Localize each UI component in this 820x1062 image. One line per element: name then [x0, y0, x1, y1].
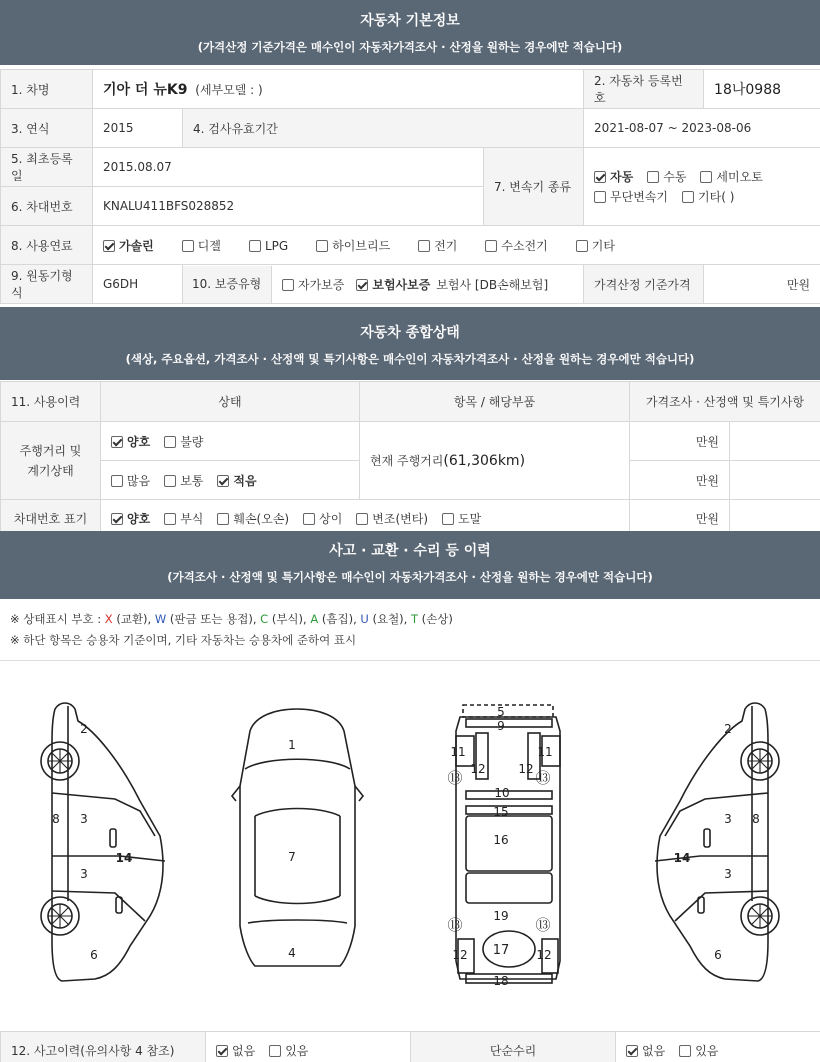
part-label-6r: 6 — [714, 948, 722, 962]
legend-w: W — [154, 612, 167, 626]
checkbox-icon — [356, 279, 368, 291]
first-reg-value: 2015.08.07 — [93, 148, 484, 187]
checkbox-icon — [679, 1045, 691, 1057]
part-label-7: 7 — [288, 850, 296, 864]
engine-label: 9. 원동기형식 — [1, 265, 93, 304]
part-label-13b: ⑬ — [535, 769, 551, 787]
car-name-cell — [93, 70, 584, 109]
part-label-12d: 12 — [536, 948, 552, 962]
checkbox-icon — [282, 279, 294, 291]
part-label-8r: 8 — [752, 812, 760, 826]
checkbox-icon — [418, 240, 430, 252]
part-label-10: 10 — [494, 786, 510, 800]
part-label-3c: 3 — [724, 812, 732, 826]
mileage-normal[interactable]: 보통 — [164, 472, 203, 489]
trans-manual[interactable]: 수동 — [647, 167, 686, 187]
legend-note: ※ 상태표시 부호 : X (교환), W (판금 또는 용접), C (부식), A (흠집), U (요철), T (손상) — [10, 612, 453, 626]
checkbox-icon — [111, 475, 123, 487]
year-label: 3. 연식 — [1, 109, 93, 148]
engine-value: G6DH — [93, 265, 183, 304]
checkbox-icon — [647, 171, 659, 183]
part-label-11a: 11 — [450, 745, 466, 759]
checkbox-icon — [356, 513, 368, 525]
price-label: 가격산정 기준가격 — [584, 265, 704, 304]
trans-other[interactable]: 기타( ) — [682, 187, 734, 207]
part-label-12b: 12 — [518, 762, 534, 776]
part-label-13d: ⑬ — [535, 916, 551, 934]
history-header: 11. 사용이력 — [1, 382, 101, 422]
checkbox-icon — [249, 240, 261, 252]
checkbox-icon — [111, 513, 123, 525]
mileage-label: 주행거리 및 계기상태 — [1, 422, 101, 500]
overall-subtitle: (색상, 주요옵션, 가격조사 · 산정액 및 특기사항은 매수인이 자동차가격조사 · 산정을 원하는 경우에만 적습니다) — [125, 352, 695, 366]
mileage-few[interactable]: 적음 — [217, 472, 256, 489]
first-reg-label: 5. 최초등록일 — [1, 148, 93, 187]
accident-title: 사고 · 교환 · 수리 등 이력 — [329, 543, 491, 559]
part-label-15: 15 — [493, 805, 509, 819]
checkbox-icon — [182, 240, 194, 252]
part-label-18: 18 — [493, 974, 509, 988]
part-label-13c: ⑬ — [447, 916, 463, 934]
vin-unit: 만원 — [630, 500, 730, 538]
trans-label: 7. 변속기 종류 — [484, 148, 584, 226]
mileage-condition — [101, 422, 360, 461]
checkbox-icon — [316, 240, 328, 252]
trans-options — [584, 148, 820, 226]
car-diagram — [0, 660, 820, 1030]
mileage-value: (61,306km) — [443, 453, 526, 469]
standard-note: ※ 하단 항목은 승용차 기준이며, 기타 자동차는 승용차에 준하여 표시 — [10, 633, 357, 647]
accident-history-label: 12. 사고이력(유의사항 4 참조) — [1, 1032, 206, 1062]
mileage-bad[interactable]: 불량 — [164, 433, 203, 450]
price-header: 가격조사 · 산정액 및 특기사항 — [630, 382, 820, 422]
fuel-gasoline[interactable]: 가솔린 — [103, 237, 154, 254]
vin-altered[interactable]: 변조(변타) — [356, 510, 428, 527]
checkbox-icon — [217, 475, 229, 487]
checkbox-icon — [164, 513, 176, 525]
vin-smeared[interactable]: 도말 — [442, 510, 481, 527]
mileage-amount — [101, 461, 360, 500]
car-left-side — [41, 703, 165, 981]
checkbox-icon — [111, 436, 123, 448]
trans-semi[interactable]: 세미오토 — [700, 167, 762, 187]
basic-info-subtitle: (가격산정 기준가격은 매수인이 자동차가격조사 · 산정을 원하는 경우에만 적습니다) — [197, 40, 623, 54]
fuel-electric[interactable]: 전기 — [418, 237, 457, 254]
overall-banner — [0, 307, 820, 380]
checkbox-icon — [269, 1045, 281, 1057]
vin-corrosion[interactable]: 부식 — [164, 510, 203, 527]
repair-exists[interactable]: 있음 — [679, 1042, 718, 1059]
price-unit: 만원 — [704, 265, 820, 304]
fuel-lpg[interactable]: LPG — [249, 239, 288, 253]
inspect-period: 2021-08-07 ~ 2023-08-06 — [584, 109, 820, 148]
checkbox-icon — [626, 1045, 638, 1057]
mileage-note-2 — [730, 461, 820, 500]
vin-different[interactable]: 상이 — [303, 510, 342, 527]
basic-info-title: 자동차 기본정보 — [360, 13, 460, 29]
checkbox-icon — [303, 513, 315, 525]
checkbox-icon — [594, 171, 606, 183]
inspect-label: 4. 검사유효기간 — [183, 109, 584, 148]
legend-c: C — [260, 612, 269, 626]
accident-history-table — [0, 1031, 820, 1062]
overall-table — [0, 381, 820, 538]
overall-title: 자동차 종합상태 — [360, 325, 460, 341]
reg-no: 18나0988 — [704, 70, 820, 109]
part-label-2: 2 — [80, 722, 88, 736]
legend-a: A — [310, 612, 319, 626]
legend-x: X — [104, 612, 113, 626]
car-name: 기아 더 뉴K9 — [103, 82, 188, 98]
checkbox-icon — [485, 240, 497, 252]
repair-none[interactable]: 없음 — [626, 1042, 665, 1059]
part-label-12a: 12 — [470, 762, 486, 776]
mileage-item: 현재 주행거리(61,306km) — [360, 422, 630, 500]
mileage-note-1 — [730, 422, 820, 461]
checkbox-icon — [164, 436, 176, 448]
legend-u: U — [360, 612, 369, 626]
part-label-3a: 3 — [80, 812, 88, 826]
basic-info-banner — [0, 0, 820, 65]
accident-exists[interactable]: 있음 — [269, 1042, 308, 1059]
simple-repair-label: 단순수리 — [411, 1032, 616, 1062]
basic-info-table — [0, 69, 820, 304]
part-label-5: 5 — [497, 705, 505, 719]
part-label-4: 4 — [288, 946, 296, 960]
fuel-options — [93, 226, 820, 265]
checkbox-icon — [576, 240, 588, 252]
checkbox-icon — [594, 191, 606, 203]
checkbox-icon — [103, 240, 115, 252]
vin-mark-label: 차대번호 표기 — [1, 500, 101, 538]
checkbox-icon — [682, 191, 694, 203]
checkbox-icon — [164, 475, 176, 487]
warranty-insurance-detail: 보험사 [DB손해보험] — [436, 277, 549, 292]
car-right-side — [655, 703, 779, 981]
accident-subtitle: (가격조사 · 산정액 및 특기사항은 매수인이 자동차가격조사 · 산정을 원하는 경우에만 적습니다) — [167, 570, 653, 584]
car-top-view — [232, 709, 363, 966]
fuel-hydrogen[interactable]: 수소전기 — [485, 237, 547, 254]
reg-no-label: 2. 자동차 등록번호 — [584, 70, 704, 109]
part-label-3b: 3 — [80, 867, 88, 881]
part-label-17: 17 — [492, 943, 510, 958]
mileage-good[interactable]: 양호 — [111, 433, 150, 450]
fuel-diesel[interactable]: 디젤 — [182, 237, 221, 254]
vin-damage[interactable]: 훼손(오손) — [217, 510, 289, 527]
part-label-1: 1 — [288, 738, 296, 752]
fuel-hybrid[interactable]: 하이브리드 — [316, 237, 390, 254]
part-label-14: 14 — [115, 851, 133, 865]
checkbox-icon — [216, 1045, 228, 1057]
accident-none[interactable]: 없음 — [216, 1042, 255, 1059]
warranty-label: 10. 보증유형 — [183, 266, 272, 303]
mileage-many[interactable]: 많음 — [111, 472, 150, 489]
vin-value: KNALU411BFS028852 — [93, 187, 484, 226]
vin-label: 6. 차대번호 — [1, 187, 93, 226]
part-label-9: 9 — [497, 719, 505, 733]
part-label-14r: 14 — [673, 851, 691, 865]
part-label-2r: 2 — [724, 722, 732, 736]
car-diagram-svg — [0, 661, 820, 1031]
simple-repair-options — [616, 1032, 820, 1062]
part-label-19: 19 — [493, 909, 509, 923]
fuel-other[interactable]: 기타 — [576, 237, 615, 254]
part-label-11b: 11 — [537, 745, 553, 759]
state-header: 상태 — [101, 382, 360, 422]
checkbox-icon — [700, 171, 712, 183]
legend-t: T — [410, 612, 419, 626]
trans-cvt[interactable]: 무단변속기 — [594, 187, 668, 207]
warranty-self[interactable]: 자가보증 — [282, 276, 344, 293]
part-label-3d: 3 — [724, 867, 732, 881]
mileage-unit-1: 만원 — [630, 422, 730, 461]
warranty-insurance[interactable]: 보험사보증 — [356, 276, 430, 293]
vin-good[interactable]: 양호 — [111, 510, 150, 527]
warranty-cell — [183, 265, 584, 304]
accident-history-options — [206, 1032, 411, 1062]
car-name-label: 1. 차명 — [1, 70, 93, 109]
part-label-6: 6 — [90, 948, 98, 962]
item-header: 항목 / 해당부품 — [360, 382, 630, 422]
mileage-unit-2: 만원 — [630, 461, 730, 500]
part-label-12c: 12 — [452, 948, 468, 962]
accident-banner — [0, 531, 820, 599]
part-label-16: 16 — [493, 833, 509, 847]
fuel-label: 8. 사용연료 — [1, 226, 93, 265]
part-label-13a: ⑬ — [447, 769, 463, 787]
year-value: 2015 — [93, 109, 183, 148]
checkbox-icon — [217, 513, 229, 525]
checkbox-icon — [442, 513, 454, 525]
trans-auto[interactable]: 자동 — [594, 167, 633, 187]
part-label-8: 8 — [52, 812, 60, 826]
sub-model: (세부모델 : ) — [195, 83, 263, 97]
